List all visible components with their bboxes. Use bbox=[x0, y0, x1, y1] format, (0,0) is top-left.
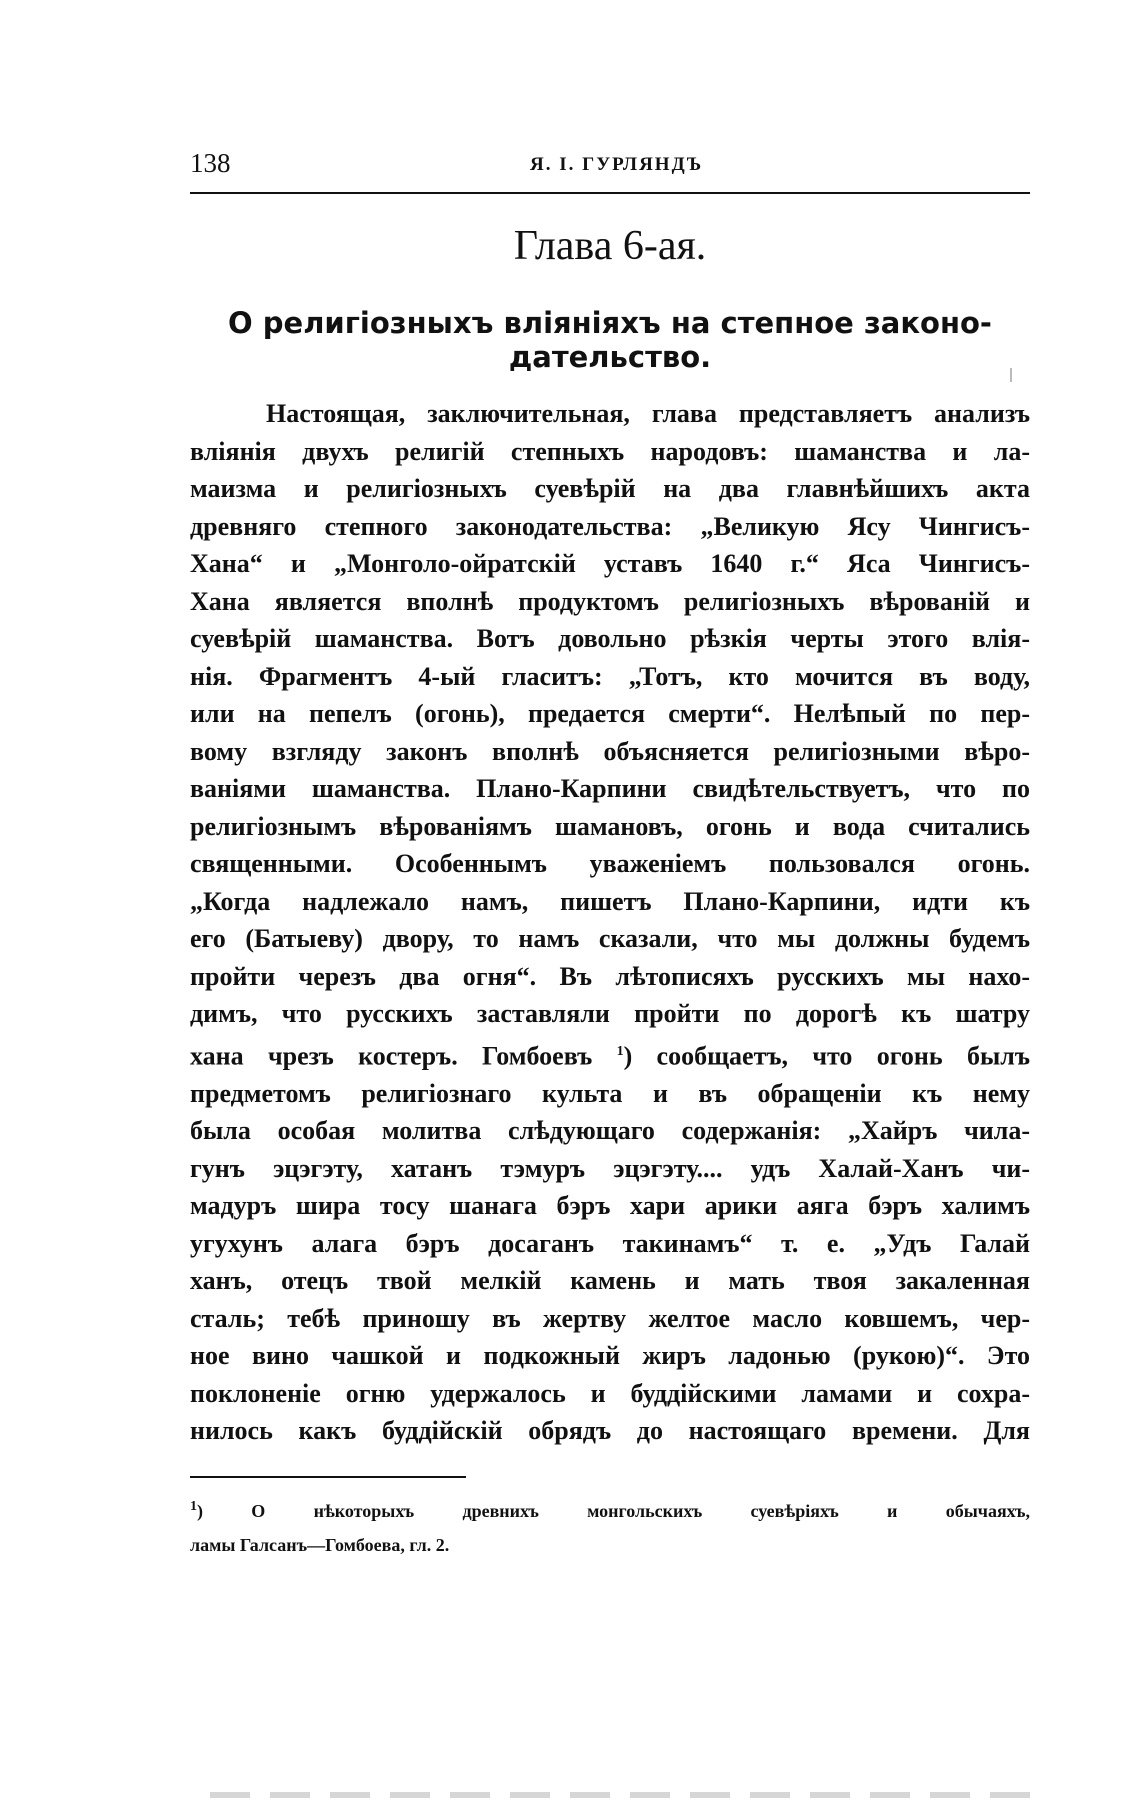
footnote-text: ) О нѣкоторыхъ древнихъ монгольскихъ суевѣріяхъ и обычаяхъ, bbox=[197, 1501, 1030, 1521]
scan-bottom-edge bbox=[210, 1792, 1050, 1798]
text-line: угухунъ алага бэръ досаганъ такинамъ“ т. е. „Удъ Галай bbox=[190, 1228, 1030, 1258]
body-paragraph bbox=[190, 395, 1030, 1450]
footnote-reference[interactable]: 1 bbox=[616, 1043, 624, 1059]
footnote bbox=[190, 1490, 1030, 1562]
running-head bbox=[190, 148, 1030, 188]
text-line: мадуръ шира тосу шанага бэръ хари арики аяга бэръ халимъ bbox=[190, 1191, 1030, 1221]
page-number: 138 bbox=[190, 148, 231, 178]
text-line: нилось какъ буддійскій обрядъ до настоящаго времени. Для bbox=[190, 1416, 1030, 1446]
text-line: суевѣрій шаманства. Вотъ довольно рѣзкія черты этого влія- bbox=[190, 624, 1030, 653]
text-line-head: хана чрезъ костеръ. Гомбоевъ bbox=[190, 1041, 593, 1071]
section-title bbox=[190, 306, 1030, 374]
text-line: священными. Особеннымъ уваженіемъ пользовался огонь. bbox=[190, 849, 1030, 878]
text-line-with-footnote bbox=[190, 1033, 1030, 1075]
section-title-line: О религіозныхъ вліяніяхъ на степное законо- bbox=[228, 306, 992, 340]
text-line: димъ, что русскихъ заставляли пройти по дорогѣ къ шатру bbox=[190, 999, 1030, 1028]
text-line: ваніями шаманства. Плано-Карпини свидѣтельствуетъ, что по bbox=[190, 774, 1030, 803]
chapter-title: Глава 6-ая. bbox=[513, 223, 707, 269]
text-line: его (Батыеву) двору, то намъ сказали, что мы должны будемъ bbox=[190, 924, 1030, 953]
text-line: предметомъ религіознаго культа и въ обращеніи къ нему bbox=[190, 1078, 1030, 1108]
text-line: ханъ, отецъ твой мелкій камень и мать твоя закаленная bbox=[190, 1266, 1030, 1296]
scan-mark bbox=[1010, 368, 1012, 382]
text-line: была особая молитва слѣдующаго содержанія: „Хайръ чила- bbox=[190, 1116, 1030, 1146]
text-line: поклоненіе огню удержалось и буддійскими ламами и сохра- bbox=[190, 1378, 1030, 1408]
running-head-author: Я. І. ГУРЛЯНДЪ bbox=[530, 154, 704, 175]
text-line: Настоящая, заключительная, глава представляетъ анализъ bbox=[266, 399, 1030, 428]
text-line: вліянія двухъ религій степныхъ народовъ: шаманства и ла- bbox=[190, 436, 1030, 466]
text-line: вому взгляду законъ вполнѣ объясняется религіозными вѣро- bbox=[190, 736, 1030, 766]
footnote-line bbox=[190, 1490, 1030, 1528]
header-rule bbox=[190, 192, 1030, 194]
text-line: гунъ эцэгэту, хатанъ тэмуръ эцэгэту.... удъ Халай-Ханъ чи- bbox=[190, 1153, 1030, 1183]
text-line: Хана является вполнѣ продуктомъ религіозныхъ вѣрованій и bbox=[190, 586, 1030, 616]
section-title-line: дательство. bbox=[508, 340, 712, 374]
text-line: ное вино чашкой и подкожный жиръ ладонью (рукою)“. Это bbox=[190, 1341, 1030, 1371]
footnote-marker: 1 bbox=[190, 1499, 197, 1514]
text-line: сталь; тебѣ приношу въ жертву желтое масло ковшемъ, чер- bbox=[190, 1303, 1030, 1333]
text-line: Хана“ и „Монголо-ойратскій уставъ 1640 г.“ Яса Чингисъ- bbox=[190, 549, 1030, 578]
text-line: маизма и религіозныхъ суевѣрій на два главнѣйшихъ акта bbox=[190, 474, 1030, 503]
footnote-line: ламы Галсанъ—Гомбоева, гл. 2. bbox=[190, 1535, 450, 1555]
text-line: „Когда надлежало намъ, пишетъ Плано-Карпини, идти къ bbox=[190, 886, 1030, 916]
footnote-rule bbox=[190, 1476, 466, 1478]
text-line: нія. Фрагментъ 4-ый гласитъ: „Тотъ, кто мочится въ воду, bbox=[190, 661, 1030, 691]
text-line: или на пепелъ (огонь), предается смерти“. Нелѣпый по пер- bbox=[190, 699, 1030, 728]
text-line: древняго степного законодательства: „Великую Ясу Чингисъ- bbox=[190, 511, 1030, 541]
text-line-tail: ) сообщаетъ, что огонь былъ bbox=[623, 1041, 1030, 1071]
text-line: религіознымъ вѣрованіямъ шамановъ, огонь и вода считались bbox=[190, 811, 1030, 841]
text-line: пройти черезъ два огня“. Въ лѣтописяхъ русскихъ мы нахо- bbox=[190, 961, 1030, 991]
